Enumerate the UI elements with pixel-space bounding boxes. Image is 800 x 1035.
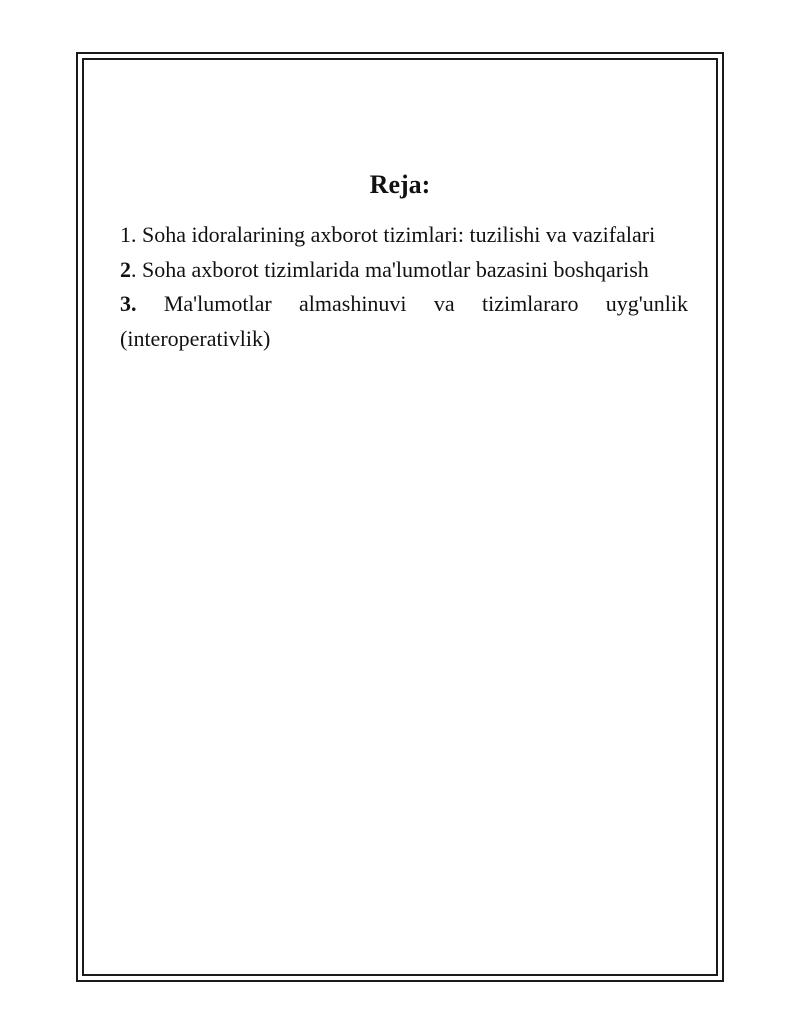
page-border-outer bbox=[76, 52, 724, 982]
plan-item-number: 2 bbox=[120, 256, 131, 282]
plan-item-number: 1. bbox=[120, 222, 137, 247]
page-title: Reja: bbox=[369, 170, 431, 199]
page-border-inner bbox=[82, 58, 718, 976]
plan-item-text: Soha idoralarining axborot tizimlari: tuzilishi va vazifalari bbox=[142, 222, 656, 247]
plan-item-number: 3. bbox=[120, 291, 137, 316]
plan-item-3 bbox=[120, 287, 688, 356]
plan-list bbox=[120, 218, 688, 356]
plan-item-text: Ma'lumotlar almashinuvi va tizimlararo uyg'unlik (interoperativlik) bbox=[120, 291, 688, 351]
plan-item-2 bbox=[120, 253, 688, 288]
plan-item-1 bbox=[120, 218, 688, 253]
plan-item-text: . Soha axborot tizimlarida ma'lumotlar bazasini boshqarish bbox=[131, 256, 649, 282]
